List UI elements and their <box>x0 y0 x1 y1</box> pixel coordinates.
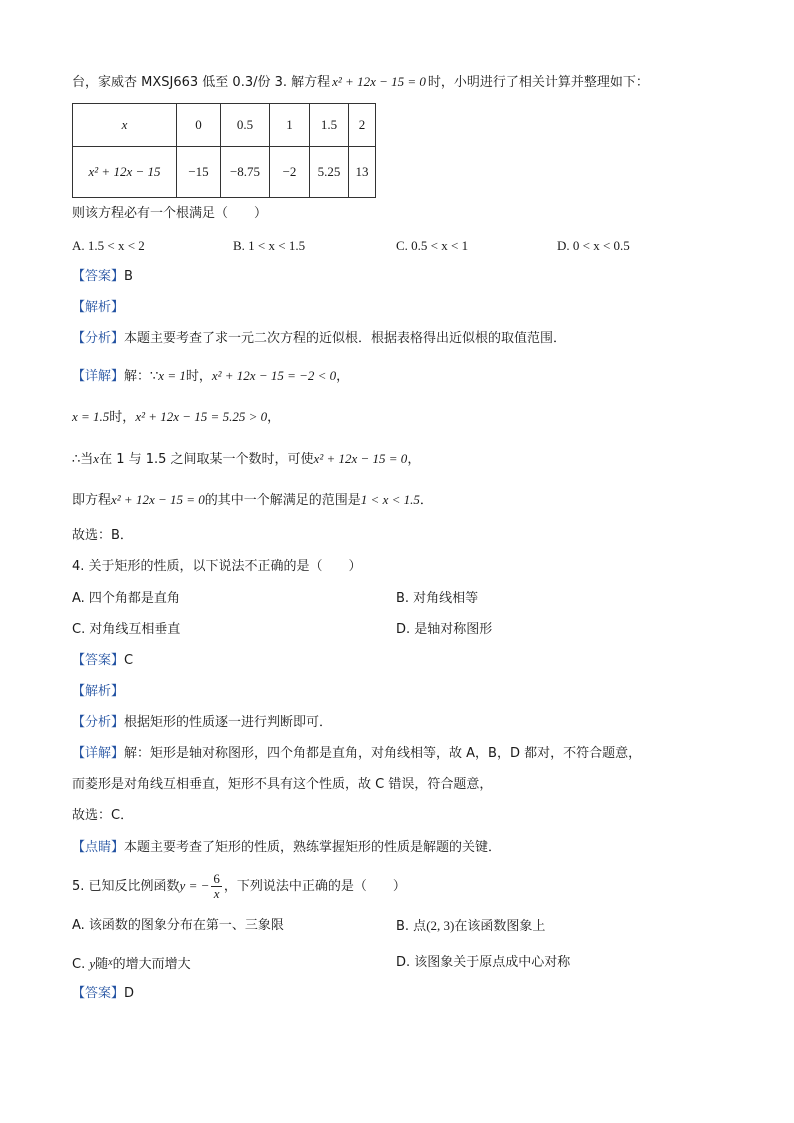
xiangjie-text: ． <box>419 493 433 508</box>
jiexi-tag: 【解析】 <box>72 684 125 699</box>
table-cell: −8.75 <box>221 147 270 198</box>
xiangjie-tag: 【详解】 <box>72 746 125 761</box>
q4-option-a: A. 四个角都是直角 <box>72 591 180 606</box>
option-text: B. 点 <box>396 919 427 934</box>
xiangjie-tag: 【详解】 <box>72 369 125 384</box>
q3-value-table <box>72 103 376 198</box>
dianjing-text: 本题主要考查了矩形的性质，熟练掌握矩形的性质是解题的关键． <box>124 840 502 855</box>
math-expr: 1 < x < 1.5 <box>360 492 420 507</box>
q4-fenxi <box>72 714 332 732</box>
xiangjie-text: ， <box>336 369 350 384</box>
xiangjie-text: 解：∵ <box>124 369 159 384</box>
q5-option-d: D. 该图象关于原点成中心对称 <box>396 955 571 970</box>
stem-text: ，下列说法中正确的是（ ） <box>223 879 406 894</box>
q4-xiangjie-line2: 而菱形是对角线互相垂直，矩形不具有这个性质，故 C 错误，符合题意， <box>72 777 493 792</box>
q5-answer <box>72 985 134 1003</box>
answer-value: B <box>124 269 133 284</box>
table-cell: 0.5 <box>221 104 270 147</box>
xiangjie-text: 的其中一个解满足的范围是 <box>204 493 361 508</box>
q3-answer <box>72 268 133 286</box>
math-expr: (2, 3) <box>426 918 455 933</box>
table-cell: 1.5 <box>310 104 349 147</box>
q3-xiangjie-line3 <box>72 450 420 469</box>
q5-option-a: A. 该函数的图象分布在第一、三象限 <box>72 918 284 933</box>
answer-value: D <box>124 986 135 1001</box>
fenxi-text: 根据矩形的性质逐一进行判断即可． <box>124 715 333 730</box>
q3-question: 则该方程必有一个根满足（ ） <box>72 206 268 221</box>
q3-jiexi <box>72 299 124 317</box>
q3-stem <box>72 73 649 92</box>
jiexi-tag: 【解析】 <box>72 300 125 315</box>
option-text: 的增大而增大 <box>112 957 191 972</box>
math-expr: x² + 12x − 15 = 0 <box>313 451 408 466</box>
math-expr: x² + 12x − 15 = 5.25 > 0 <box>135 409 268 424</box>
table-cell: 5.25 <box>310 147 349 198</box>
math-expr: x = 1.5 <box>72 409 110 424</box>
answer-tag: 【答案】 <box>72 986 125 1001</box>
fraction-numerator: 6 <box>213 871 220 886</box>
q5-option-c <box>72 954 191 974</box>
math-expr: y = − <box>179 878 210 893</box>
table-cell: x² + 12x − 15 <box>73 147 177 198</box>
q4-jiexi <box>72 683 124 701</box>
xiangjie-text: 时， <box>109 410 136 425</box>
xiangjie-text: 时， <box>185 369 212 384</box>
q3-option-b: B. 1 < x < 1.5 <box>233 238 306 253</box>
q4-option-c: C. 对角线互相垂直 <box>72 622 181 637</box>
math-expr: y <box>89 956 96 971</box>
dianjing-tag: 【点睛】 <box>72 840 125 855</box>
q3-option-c: C. 0.5 < x < 1 <box>396 238 469 253</box>
math-expr: x² + 12x − 15 = −2 < 0 <box>211 368 337 383</box>
table-cell: −15 <box>177 147 221 198</box>
math-expr: x <box>108 957 113 968</box>
q4-stem: 4. 关于矩形的性质，以下说法不正确的是（ ） <box>72 559 362 574</box>
xiangjie-text: 在 1 与 1.5 之间取某一个数时，可使 <box>99 452 314 467</box>
q4-guxuan: 故选：C． <box>72 808 134 823</box>
q3-prefix: 台，家威杏 MXSJ663 低至 0.3/份 3. 解方程 <box>72 75 331 90</box>
option-text: 随 <box>95 957 109 972</box>
xiangjie-text: ， <box>267 410 281 425</box>
table-cell: −2 <box>270 147 310 198</box>
fenxi-tag: 【分析】 <box>72 715 125 730</box>
table-cell: 0 <box>177 104 221 147</box>
q4-xiangjie <box>72 745 641 763</box>
fraction-denominator: x <box>213 886 220 901</box>
q4-option-d: D. 是轴对称图形 <box>396 622 493 637</box>
math-expr: x <box>93 451 100 466</box>
option-text: C. <box>72 957 90 972</box>
math-expr: x² + 12x − 15 = 0 <box>111 492 205 507</box>
fenxi-tag: 【分析】 <box>72 331 125 346</box>
math-expr: x = 1 <box>158 368 186 383</box>
table-cell: 1 <box>270 104 310 147</box>
fenxi-text: 本题主要考查了求一元二次方程的近似根．根据表格得出近似根的取值范围． <box>124 331 567 346</box>
answer-tag: 【答案】 <box>72 269 125 284</box>
option-text: 在该函数图象上 <box>454 919 546 934</box>
table-row <box>73 104 376 147</box>
table-cell: 2 <box>349 104 376 147</box>
q3-suffix: 时，小明进行了相关计算并整理如下： <box>427 75 649 90</box>
xiangjie-text: 即方程 <box>72 493 112 508</box>
q4-option-b: B. 对角线相等 <box>396 591 479 606</box>
xiangjie-text: ∴当 <box>72 452 94 467</box>
table-row <box>73 147 376 198</box>
q4-dianjing <box>72 839 501 857</box>
stem-text: 5. 已知反比例函数 <box>72 879 180 894</box>
answer-tag: 【答案】 <box>72 653 125 668</box>
table-cell: x <box>73 104 177 147</box>
fraction <box>211 872 222 901</box>
q3-equation: x² + 12x − 15 = 0 <box>332 74 426 89</box>
q3-xiangjie-line2 <box>72 408 280 427</box>
q5-option-b <box>396 917 545 936</box>
answer-value: C <box>124 653 134 668</box>
table-cell: 13 <box>349 147 376 198</box>
q3-fenxi <box>72 330 566 348</box>
q5-stem <box>72 868 406 905</box>
q4-answer <box>72 652 133 670</box>
q3-option-d: D. 0 < x < 0.5 <box>557 238 630 253</box>
q3-xiangjie-line1 <box>72 367 349 386</box>
xiangjie-text: 解：矩形是轴对称图形，四个角都是直角，对角线相等，故 A，B，D 都对，不符合题意， <box>124 746 642 761</box>
q3-xiangjie-line4 <box>72 491 433 510</box>
q3-option-a: A. 1.5 < x < 2 <box>72 238 145 253</box>
xiangjie-text: ， <box>407 452 421 467</box>
q3-guxuan: 故选：B． <box>72 528 133 543</box>
